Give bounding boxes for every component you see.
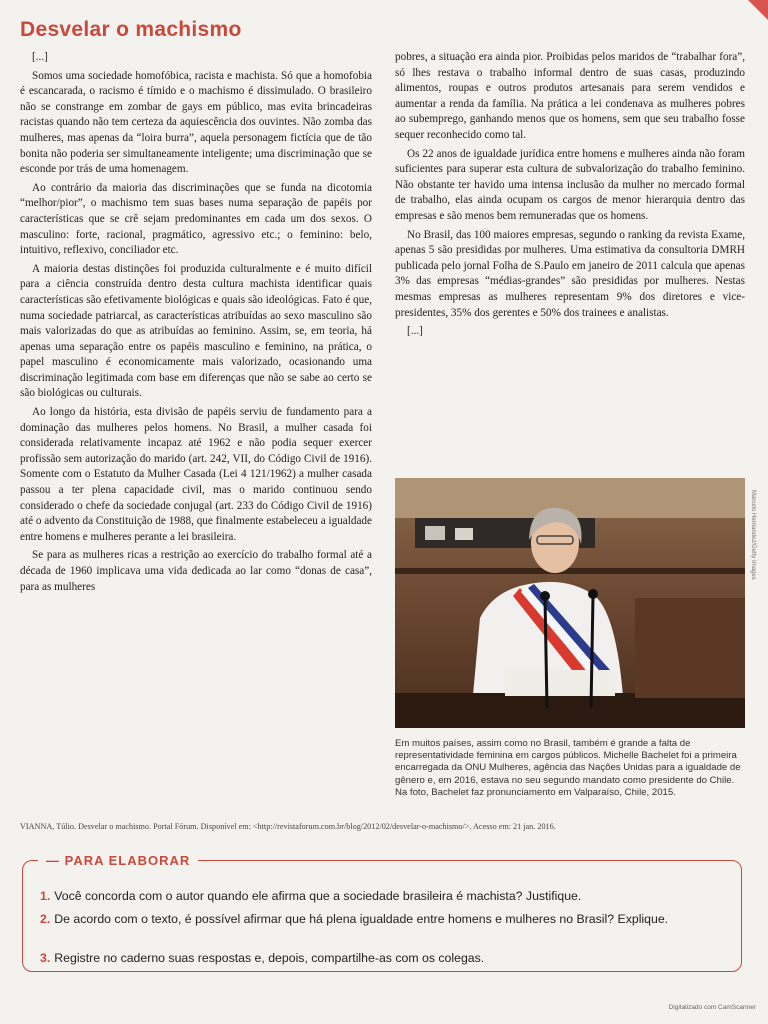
exercise-box-title-text: PARA ELABORAR <box>64 853 191 868</box>
page-corner-mark <box>748 0 768 20</box>
exercise-box-title: — PARA ELABORAR <box>38 853 198 868</box>
question-item <box>40 911 730 927</box>
question-number: 1. <box>40 889 51 903</box>
question-item <box>40 950 730 966</box>
paragraph: [...] <box>32 51 48 63</box>
question-number: 2. <box>40 912 51 926</box>
right-column <box>395 50 745 343</box>
article-title: Desvelar o machismo <box>20 18 242 41</box>
photo-caption: Em muitos países, assim como no Brasil, também é grande a falta de representatividade feminina em cargos públicos. Michelle Bachelet foi a primeira encarregada da ONU Mulheres, agência das Nações Unidas para a igualdade de gênero e, em 2016, estava no seu segundo mandato como presidente do Chile. Na foto, Bachelet faz pronunciamento em Valparaíso, Chile, 2015. <box>395 738 741 798</box>
question-item <box>40 888 730 904</box>
left-column <box>20 50 372 598</box>
paragraph: Os 22 anos de igualdade jurídica entre homens e mulheres ainda não foram suficientes para superar esta cultura de subvalorização do trabalho feminino. Não obstante ter havido uma intensa inclusão da mulher no mercado formal de trabalho, elas ainda ocupam os cargos de menor hierarquia dentro das empresas e são menos bem remuneradas que os homens. <box>395 147 745 222</box>
paragraph: [...] <box>407 325 423 338</box>
photo-illustration <box>395 478 745 728</box>
paragraph: A maioria destas distinções foi produzida culturalmente e é muito difícil para a ciência construída dentro desta cultura machista identificar quais características são efetivamente biológicas e quais são ideológicas. Fato é que, numa sociedade patriarcal, as características atribuídas ao sexo masculino são mais valorizadas do que as atribuídas ao feminino. Assim, se, em teoria, há apenas uma separação entre os papéis masculino e feminino, na prática, o papel masculino é economicamente mais valorizado, ocasionando uma discriminação legitimada com base em diferenças que não se sabe ao certo se são biológicas ou culturais. <box>20 262 372 400</box>
paragraph: pobres, a situação era ainda pior. Proibidas pelos maridos de “trabalhar fora”, só lhes restava o trabalho informal dentro de suas casas, produzindo alimentos, roupas e outros produtos artesanais para serem vendidos e aumentar a renda da família. Na prática a lei condenava as mulheres pobres ao subemprego, ganhando menos que os homens, sem que seu trabalho fosse sequer reconhecido como tal. <box>395 51 745 141</box>
question-text: De acordo com o texto, é possível afirmar que há plena igualdade entre homens e mulheres no Brasil? Explique. <box>54 912 669 926</box>
scanner-watermark: Digitalizado com CamScanner <box>668 1004 756 1011</box>
paragraph: Ao contrário da maioria das discriminações que se funda na dicotomia “melhor/pior”, o machismo tem suas bases numa separação de papéis por características que se crê sejam predominantes em cada um dos sexos. O masculino: forte, racional, pragmático, agressivo etc.; o feminino: belo, intuitivo, reflexivo, conciliador etc. <box>20 181 372 257</box>
paragraph: Somos uma sociedade homofóbica, racista e machista. Só que a homofobia é escancarada, o racismo é tímido e o machismo é dissimulado. O brasileiro não se constrange em zombar de gays em público, mas evita brincadeiras racistas quando não tem certeza da aquiescência dos ouvintes. Não zomba das mulheres, mas apenas da “loira burra”, aquela personagem fictícia que de tão bonita não poderia ser simultaneamente inteligente; uma discriminação que se esconde por trás de uma homenagem. <box>20 69 372 176</box>
photo-bachelet <box>395 478 745 728</box>
paragraph: Se para as mulheres ricas a restrição ao exercício do trabalho formal até a década de 1960 implicava uma vida dedicada ao lar como “donas de casa”, para as mulheres <box>20 549 372 593</box>
question-text: Você concorda com o autor quando ele afirma que a sociedade brasileira é machista? Justifique. <box>54 889 582 903</box>
photo-credit: Marcelo Hernandez/Getty Images <box>750 490 756 580</box>
source-citation: VIANNA, Túlio. Desvelar o machismo. Portal Fórum. Disponível em: <http://revistaforum.com.br/blog/2012/02/desvelar-o-machismo/>. Acesso em: 21 jan. 2016. <box>20 822 556 831</box>
question-number: 3. <box>40 951 51 965</box>
paragraph: Ao longo da história, esta divisão de papéis serviu de fundamento para a dominação das mulheres pelos homens. No Brasil, a mulher casada foi considerada relativamente incapaz até 1962 e não podia sequer exercer profissão sem autorização do marido (art. 242, VII, do Código Civil de 1916). Somente com o Estatuto da Mulher Casada (Lei 4 121/1962) a mulher casada passou a ter plena capacidade civil, mas o marido continuou sendo considerado o chefe da sociedade conjugal (art. 233 do Código Civil de 1916) até o advento da Constituição de 1988, que finalmente estabeleceu a igualdade entre homens e mulheres perante a lei brasileira. <box>20 406 372 543</box>
paragraph: No Brasil, das 100 maiores empresas, segundo o ranking da revista Exame, apenas 5 são presididas por mulheres. Uma estimativa da consultoria DMRH publicada pelo jornal Folha de S.Paulo em janeiro de 2011 calcula que apenas 3% das empresas “médias-grandes” são presididas por mulheres. Nestas mesmas empresas as mulheres representam 9% dos diretores e vice-presidentes, 35% dos gerentes e 50% dos trainees e analistas. <box>395 228 745 319</box>
question-text: Registre no caderno suas respostas e, depois, compartilhe-as com os colegas. <box>54 951 485 965</box>
